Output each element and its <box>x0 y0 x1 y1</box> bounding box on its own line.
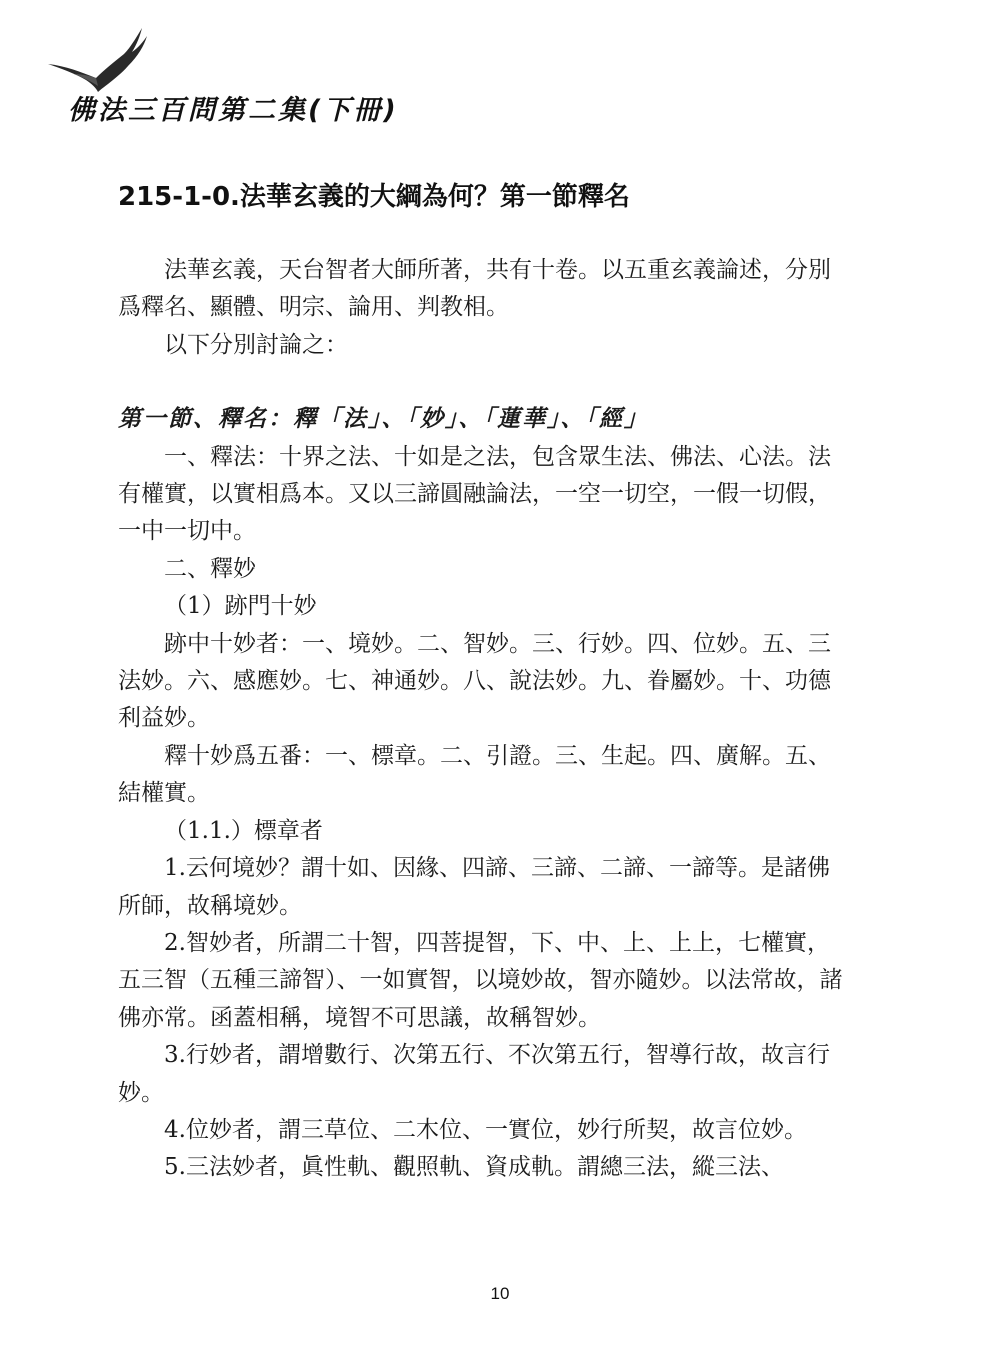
section-title: 215-1-0.法華玄義的大綱為何？第一節釋名 <box>118 182 630 212</box>
eagle-icon <box>46 26 150 92</box>
document-body <box>118 252 848 1187</box>
subsection-heading: 第一節、釋名：釋「法」、「妙」、「蓮華」、「經」 <box>118 406 649 433</box>
body-paragraph: 1.云何境妙？謂十如、因緣、四諦、三諦、二諦、一諦等。是諸佛所師，故稱境妙。 <box>118 855 830 919</box>
book-title: 佛法三百問第二集(下冊) <box>68 95 399 126</box>
body-paragraph: （1）跡門十妙 <box>164 593 317 620</box>
body-paragraph: 5.三法妙者，眞性軌、觀照軌、資成軌。謂總三法，縱三法、 <box>164 1154 784 1181</box>
body-paragraph: 二、釋妙 <box>164 555 256 582</box>
body-paragraph: 跡中十妙者：一、境妙。二、智妙。三、行妙。四、位妙。五、三法妙。六、感應妙。七、神通妙。八、說法妙。九、眷屬妙。十、功德利益妙。 <box>118 630 831 732</box>
intro-paragraph: 法華玄義，天台智者大師所著，共有十卷。以五重玄義論述，分別爲釋名、顯體、明宗、論用、判教相。 <box>118 257 831 321</box>
intro-paragraph: 以下分別討論之： <box>164 331 348 358</box>
body-paragraph: 2.智妙者，所謂二十智，四菩提智，下、中、上、上上，七權實，五三智（五種三諦智）、一如實智，以境妙故，智亦隨妙。以法常故，諸佛亦常。函蓋相稱，境智不可思議，故稱智妙。 <box>118 929 843 1031</box>
body-paragraph: （1.1.）標章者 <box>164 817 323 844</box>
body-paragraph: 3.行妙者，謂增數行、次第五行、不次第五行，智導行故，故言行妙。 <box>118 1042 830 1106</box>
paragraph-spacer <box>118 364 848 401</box>
page-number: 10 <box>490 1284 510 1303</box>
body-paragraph: 4.位妙者，謂三草位、二木位、一實位，妙行所契，故言位妙。 <box>164 1116 807 1143</box>
body-paragraph: 一、釋法：十界之法、十如是之法，包含眾生法、佛法、心法。法有權實，以實相爲本。又以三諦圓融論法，一空一切空，一假一切假，一中一切中。 <box>118 443 831 545</box>
body-paragraph: 釋十妙爲五番：一、標章。二、引證。三、生起。四、廣解。五、結權實。 <box>118 742 831 807</box>
